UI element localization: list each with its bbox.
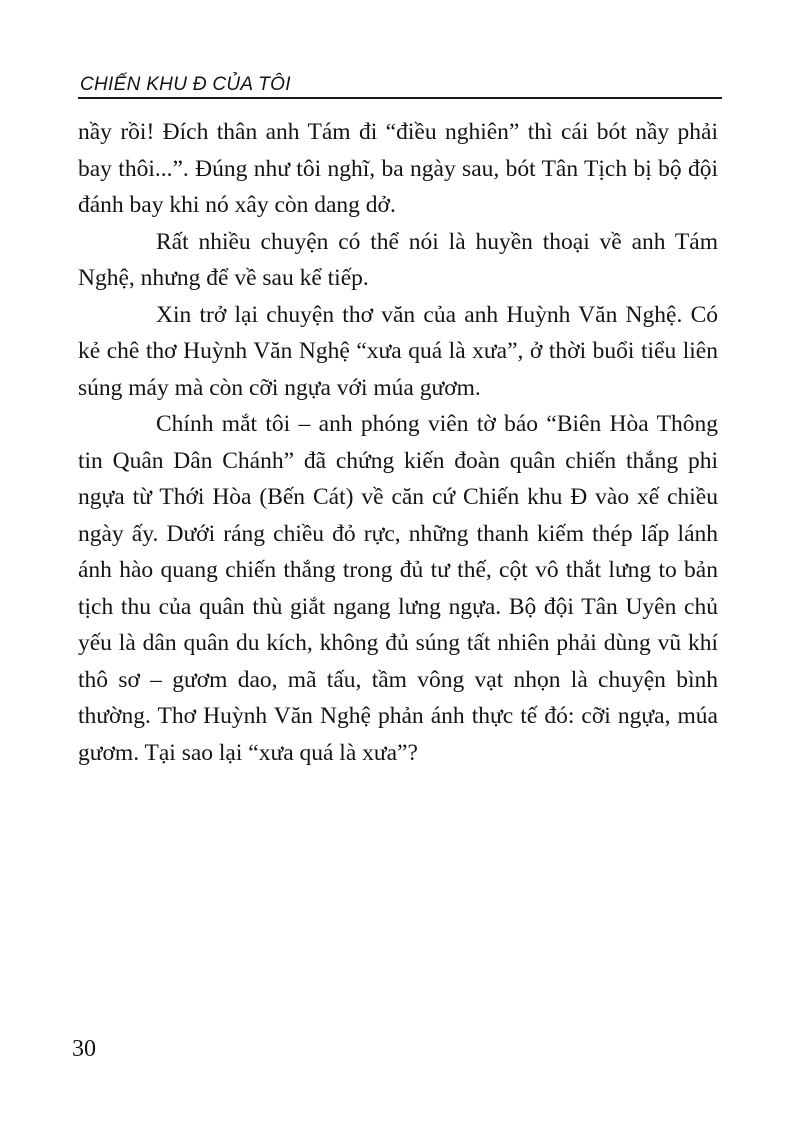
paragraph-3: Xin trở lại chuyện thơ văn của anh Huỳnh Văn Nghệ. Có kẻ chê thơ Huỳnh Văn Nghệ “xưa quá là xưa”, ở thời buổi tiểu liên súng máy mà còn cỡi ngựa với múa gươm. bbox=[78, 301, 718, 401]
page-body bbox=[78, 114, 718, 771]
paragraph-4: Chính mắt tôi – anh phóng viên tờ báo “Biên Hòa Thông tin Quân Dân Chánh” đã chứng kiến đoàn quân chiến thắng phi ngựa từ Thới Hòa (Bến Cát) về căn cứ Chiến khu Đ vào xế chiều ngày ấy. Dưới ráng chiều đỏ rực, những thanh kiếm thép lấp lánh ánh hào quang chiến thắng trong đủ tư thế, cột vô thắt lưng to bản tịch thu của quân thù giắt ngang lưng ngựa. Bộ đội Tân Uyên chủ yếu là dân quân du kích, không đủ súng tất nhiên phải dùng vũ khí thô sơ – gươm dao, mã tấu, tầm vông vạt nhọn là chuyện bình thường. Thơ Huỳnh Văn Nghệ phản ánh thực tế đó: cỡi ngựa, múa gươm. Tại sao lại “xưa quá là xưa”? bbox=[78, 411, 718, 766]
running-header-title: CHIẾN KHU Đ CỦA TÔI bbox=[80, 74, 291, 95]
paragraph-1: nầy rồi! Đích thân anh Tám đi “điều nghiên” thì cái bót nầy phải bay thôi...”. Đúng như tôi nghĩ, ba ngày sau, bót Tân Tịch bị bộ đội đánh bay khi nó xây còn dang dở. bbox=[78, 119, 718, 218]
page-number: 30 bbox=[72, 1036, 96, 1062]
paragraph-2: Rất nhiều chuyện có thể nói là huyền thoại về anh Tám Nghệ, nhưng để về sau kể tiếp. bbox=[78, 228, 718, 291]
header-rule bbox=[78, 97, 722, 99]
